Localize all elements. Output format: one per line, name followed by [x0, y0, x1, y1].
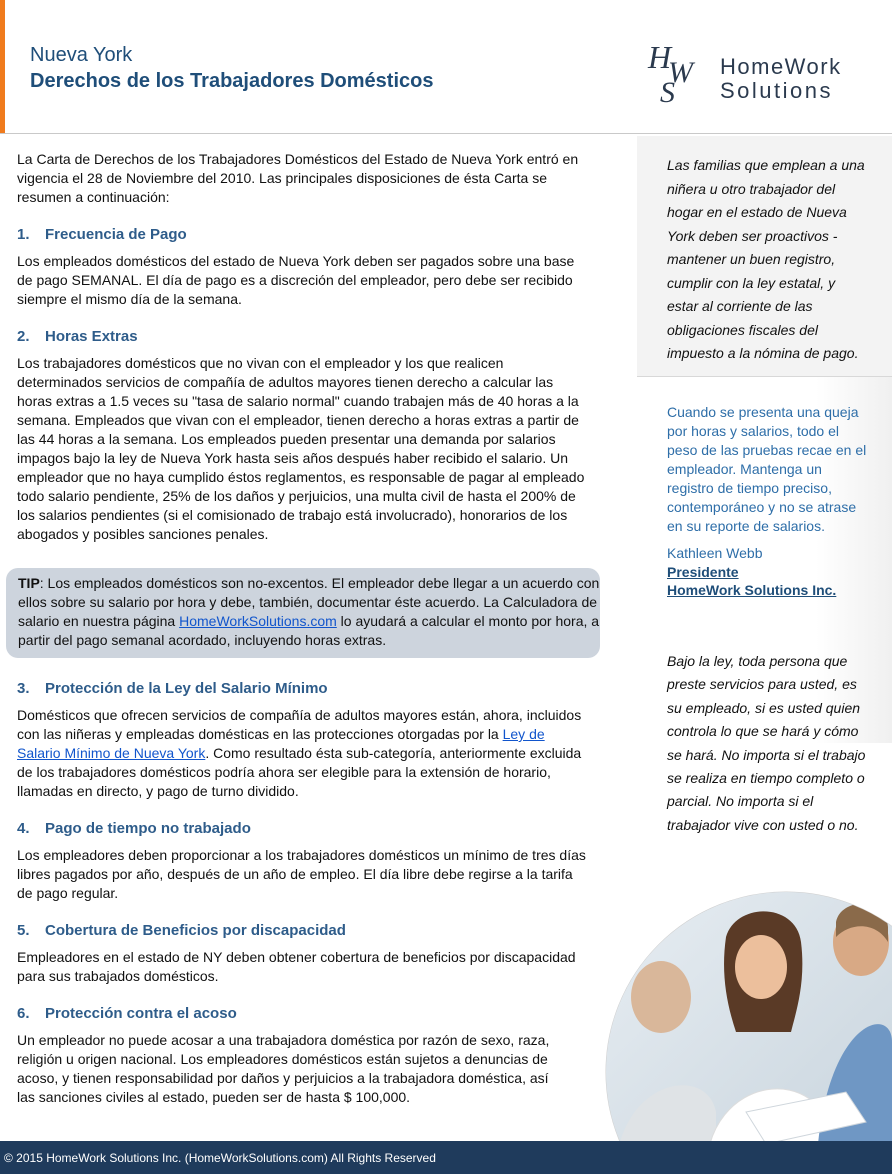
page-title: Derechos de los Trabajadores Domésticos — [30, 70, 434, 92]
page-title-location: Nueva York — [30, 44, 133, 66]
tip-label: TIP — [18, 575, 40, 591]
tip-box — [6, 568, 600, 658]
sidebar-quote-employee: Bajo la ley, toda persona que preste servicios para usted, es su empleado, si es usted quien controla lo que se hará y cómo se hará. No importa si el trabajo se realiza en tiempo completo o parcial. No importa si el trabajador vive con usted o no. — [667, 653, 866, 833]
section-number: 3. — [17, 680, 30, 697]
section-body-text: . Como resultado ésta sub-categoría, anteriormente excluida de los trabajadores domésticos podría ahora ser elegible para la extensión de horario, llamadas en directo, y pago de turno dividido. — [17, 745, 582, 799]
logo-line1: HomeWork — [720, 54, 842, 79]
section-heading-3 — [17, 679, 591, 698]
tip-text-end: lo ayudará a calcular el monto por hora, a partir del pago semanal acordado, incluyendo horas extras. — [18, 613, 600, 648]
section-title: Horas Extras — [45, 328, 138, 345]
section-heading-6 — [17, 1004, 591, 1023]
tip-text: : Los empleados domésticos son no-excentos. El empleador debe llegar a un acuerdo con ellos sobre su salario por hora y debe, también, documentar éste acuerdo. La Calculadora de salario en nuestra página — [18, 575, 600, 629]
logo-wordmark — [720, 56, 842, 102]
section-heading-1 — [17, 225, 591, 244]
intro-paragraph: La Carta de Derechos de los Trabajadores Domésticos del Estado de Nueva York entró en vigencia el 28 de Noviembre del 2010. Las principales disposiciones de ésta Carta se resumen a continuación: — [17, 151, 579, 205]
signature-name: Kathleen Webb — [667, 545, 763, 561]
section-number: 5. — [17, 922, 30, 939]
section-number: 4. — [17, 820, 30, 837]
section-body-4: Los empleadores deben proporcionar a los trabajadores domésticos un mínimo de tres días libres pagados por año, después de un año de empleo. El día libre debe regirse a la tarifa de pago regular. — [17, 847, 586, 901]
logo-line2: Solutions — [720, 78, 834, 103]
section-body-3 — [17, 706, 591, 801]
svg-text:H: H — [648, 40, 672, 75]
people-photo — [596, 882, 892, 1174]
section-body-6: Un empleador no puede acosar a una trabajadora doméstica por razón de sexo, raza, religión u origen nacional. Los empleadores domésticos están sujetos a denuncias de acoso, y tienen responsabilidad por daños y perjuicios a la trabajadora doméstica, así las sanciones civiles al estado, pueden ser de hasta $ 100,000. — [17, 1032, 550, 1105]
company-logo — [646, 40, 866, 104]
sidebar-quote-complaint: Cuando se presenta una queja por horas y salarios, todo el peso de las pruebas recae en el empleador. Mantenga un registro de tiempo preciso, contemporáneo y no se atrase en su reporte de salarios. — [667, 404, 867, 534]
header-divider — [0, 133, 892, 134]
section-body-1: Los empleados domésticos del estado de Nueva York deben ser pagados sobre una base de pago SEMANAL. El día de pago es a discreción del empleador, pero debe ser recibido siempre el mismo día de la semana. — [17, 253, 575, 307]
section-heading-2 — [17, 327, 591, 346]
accent-bar — [0, 0, 5, 133]
footer — [0, 1141, 892, 1174]
homeworksolutions-link[interactable]: HomeWorkSolutions.com — [179, 613, 337, 629]
copyright-text: © 2015 HomeWork Solutions Inc. (HomeWorkSolutions.com) All Rights Reserved — [4, 1151, 436, 1165]
signature-company: HomeWork Solutions Inc. — [667, 582, 837, 598]
svg-text:W: W — [668, 56, 693, 89]
section-body-5: Empleadores en el estado de NY deben obtener cobertura de beneficios por discapacidad para sus trabajados domésticos. — [17, 949, 576, 984]
section-body-2: Los trabajadores domésticos que no vivan con el empleador y los que realicen determinados servicios de compañía de adultos mayores tienen derecho a calcular las horas extras a 1.5 veces su "tasa de salario normal" cuando trabajen más de 40 horas a la semana. Empleados que vivan con el empleador, tienen derecho a horas extras a partir de las 44 horas a la semana. Los empleados pueden presentar una demanda por salarios impagos bajo la ley de Nueva York hasta seis años después haber recibido el salario. Un empleador que no haya cumplido éstos reglamentos, es responsable de pagar al empleado todo salario pendiente, 25% de los daños y perjuicios, una multa civil de hasta el 200% de los salarios pendientes (si el comisionado de trabajo está involucrado), honorarios de los abogados y posibles sanciones penales. — [17, 355, 585, 542]
section-number: 1. — [17, 226, 30, 243]
minimum-wage-law-link[interactable]: Ley de Salario Mínimo de Nueva York — [17, 726, 545, 761]
signature-role: Presidente — [667, 563, 739, 580]
section-heading-4 — [17, 819, 591, 838]
section-title: Frecuencia de Pago — [45, 226, 187, 243]
section-title: Protección de la Ley del Salario Mínimo — [45, 680, 328, 697]
section-title: Pago de tiempo no trabajado — [45, 820, 251, 837]
section-number: 6. — [17, 1005, 30, 1022]
svg-text:S: S — [660, 76, 675, 104]
hws-monogram-logo — [646, 40, 712, 104]
section-title: Cobertura de Beneficios por discapacidad — [45, 922, 346, 939]
section-body-text: Domésticos que ofrecen servicios de compañía de adultos mayores están, ahora, incluidos con las niñeras y empleadas domésticas en las protecciones otorgadas por la — [17, 707, 582, 742]
sidebar-signature — [667, 544, 836, 600]
section-title: Protección contra el acoso — [45, 1005, 237, 1022]
section-heading-5 — [17, 921, 591, 940]
section-number: 2. — [17, 328, 30, 345]
sidebar-quote-families: Las familias que emplean a una niñera u otro trabajador del hogar en el estado de Nueva York deben ser proactivos - mantener un buen registro, cumplir con la ley estatal, y estar al corriente de las obligaciones fiscales del impuesto a la nómina de pago. — [667, 157, 865, 361]
